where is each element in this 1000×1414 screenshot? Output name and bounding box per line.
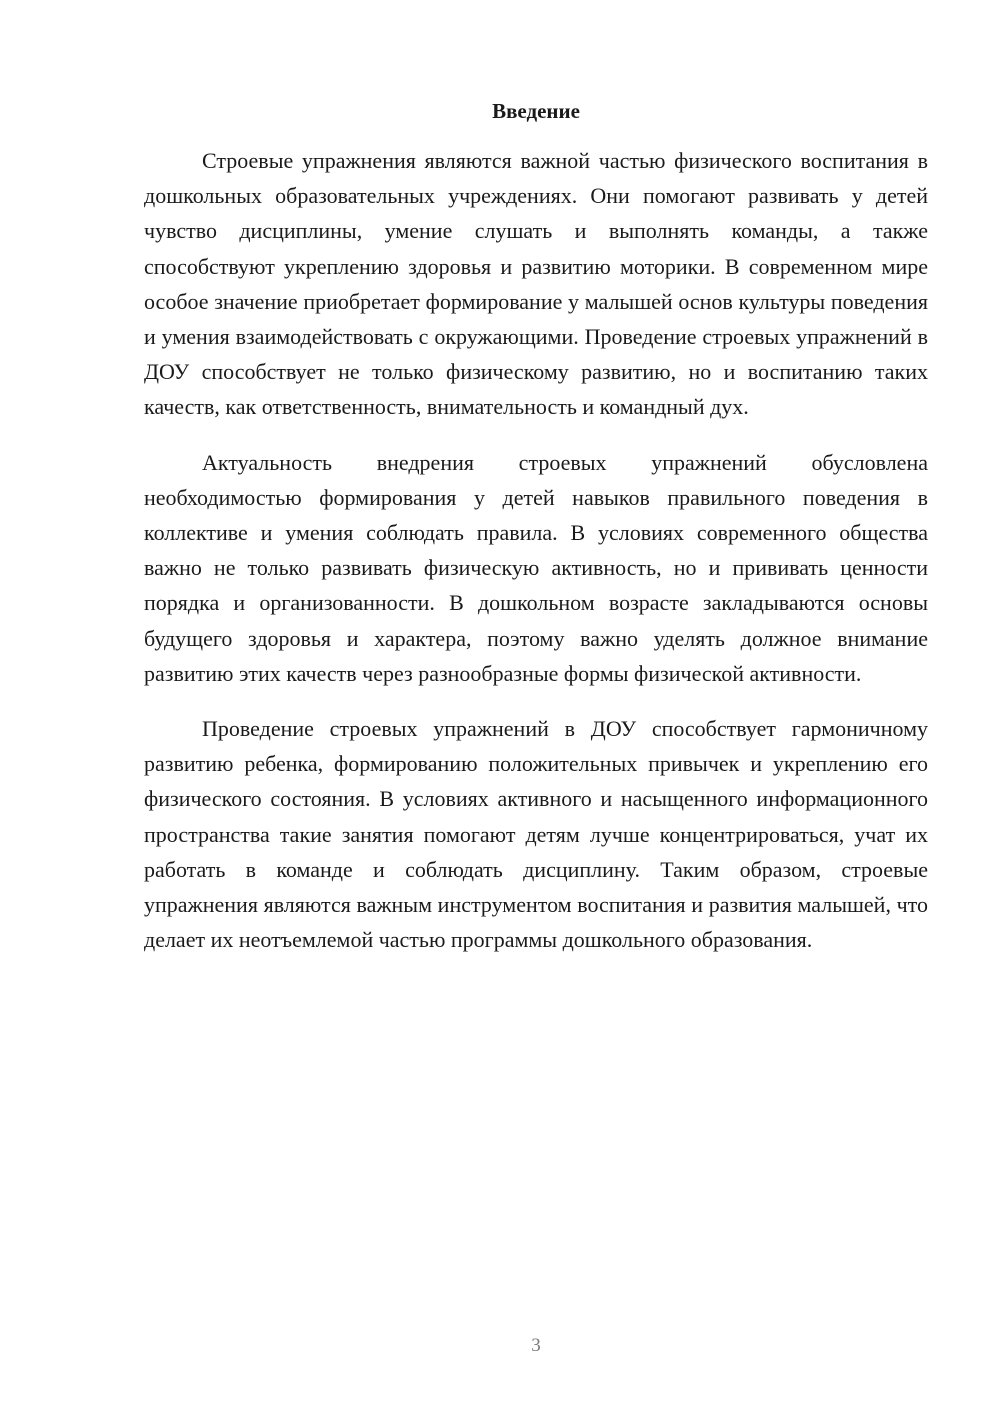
paragraph-3: Проведение строевых упражнений в ДОУ способствует гармоничному развитию ребенка, формированию положительных привычек и укреплению его физического состояния. В условиях активного и насыщенного информационного пространства такие занятия помогают детям лучше концентрироваться, учат их работать в команде и соблюдать дисциплину. Таким образом, строевые упражнения являются важным инструментом воспитания и развития малышей, что делает их неотъемлемой частью программы дошкольного образования. <box>144 716 928 953</box>
page-number: 3 <box>531 1335 541 1356</box>
paragraph-1: Строевые упражнения являются важной частью физического воспитания в дошкольных образовательных учреждениях. Они помогают развивать у детей чувство дисциплины, умение слушать и выполнять команды, а также способствуют укреплению здоровья и развитию моторики. В современном мире особое значение приобретает формирование у малышей основ культуры поведения и умения взаимодействовать с окружающими. Проведение строевых упражнений в ДОУ способствует не только физическому развитию, но и воспитанию таких качеств, как ответственность, внимательность и командный дух. <box>144 148 928 420</box>
body-text <box>144 143 928 977</box>
paragraph-2: Актуальность внедрения строевых упражнений обусловлена необходимостью формирования у детей навыков правильного поведения в коллективе и умения соблюдать правила. В условиях современного общества важно не только развивать физическую активность, но и прививать ценности порядка и организованности. В дошкольном возрасте закладываются основы будущего здоровья и характера, поэтому важно уделять должное внимание развитию этих качеств через разнообразные формы физической активности. <box>144 449 928 686</box>
section-heading: Введение <box>492 99 580 123</box>
